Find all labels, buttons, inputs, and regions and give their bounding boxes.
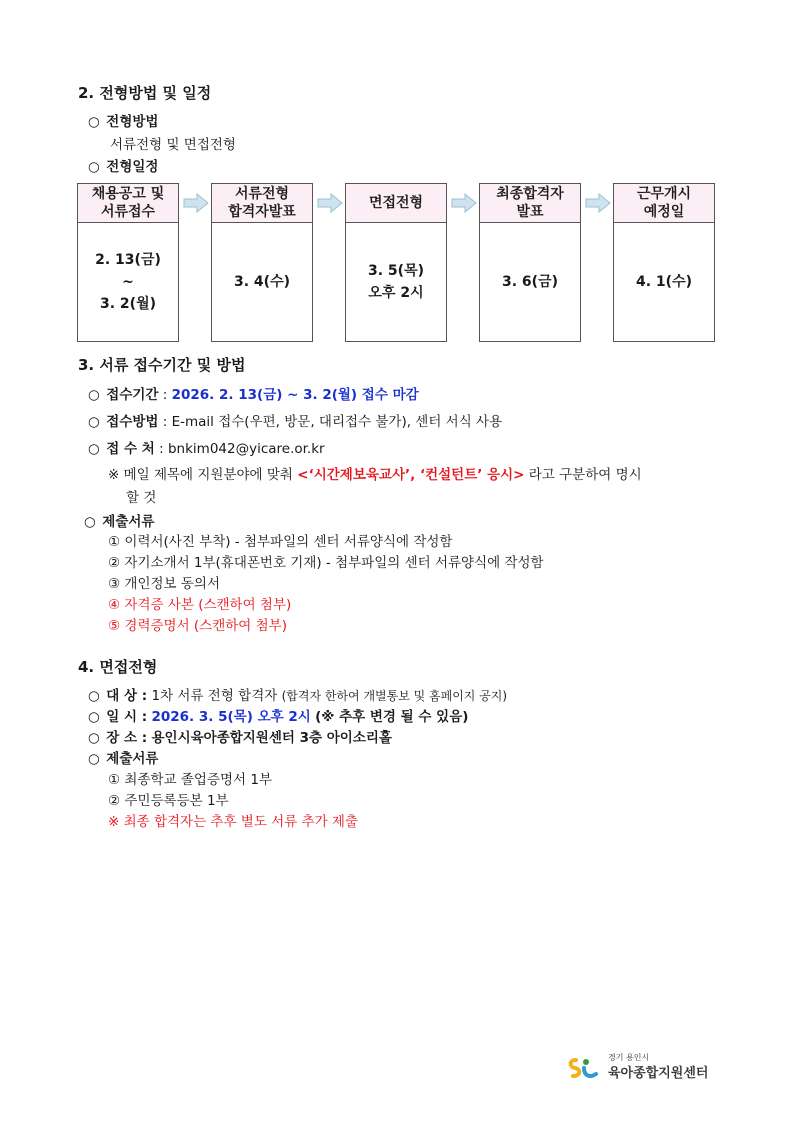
step-2-date: 3. 4(수) bbox=[211, 223, 313, 342]
note-highlight: <‘시간제보육교사’, ‘컨설턴트’ 응시> bbox=[297, 467, 525, 483]
target-label: 대 상 : bbox=[106, 688, 148, 704]
email-value[interactable]: bnkim042@yicare.or.kr bbox=[167, 441, 325, 457]
arrow-right-icon bbox=[317, 193, 343, 213]
section-2-title: 2. 전형방법 및 일정 bbox=[78, 84, 212, 102]
step-4-date: 3. 6(금) bbox=[479, 223, 581, 342]
schedule-row bbox=[88, 155, 158, 175]
step-1-header: 채용공고 및 서류접수 bbox=[77, 183, 179, 223]
method-label: 전형방법 bbox=[106, 114, 159, 130]
step-3-header: 면접전형 bbox=[345, 183, 447, 223]
place-value: 용인시육아종합지원센터 3층 아이소리홀 bbox=[151, 730, 392, 746]
method-row bbox=[88, 110, 158, 130]
step-4-header: 최종합격자 발표 bbox=[479, 183, 581, 223]
date-label: 일 시 : bbox=[106, 709, 148, 725]
submit-method-row: ○ 접수방법 : E-mail 접수(우편, 방문, 대리접수 불가), 센터 서식 사용 bbox=[88, 414, 503, 430]
section-3-title: 3. 서류 접수기간 및 방법 bbox=[78, 356, 246, 374]
bullet: ○ bbox=[88, 414, 100, 430]
section-4-title: 4. 면접전형 bbox=[78, 658, 158, 676]
bullet: ○ bbox=[88, 688, 100, 704]
bullet: ○ bbox=[88, 387, 100, 403]
submit-method-value: E-mail 접수(우편, 방문, 대리접수 불가), 센터 서식 사용 bbox=[171, 414, 503, 430]
logo-line1: 경기 용인시 bbox=[608, 1053, 650, 1062]
step-2-header: 서류전형 합격자발표 bbox=[211, 183, 313, 223]
bullet: ○ bbox=[84, 514, 96, 530]
docs-row bbox=[84, 510, 154, 530]
target-row bbox=[88, 684, 507, 704]
bullet: ○ bbox=[88, 441, 100, 457]
doc-item: ① 이력서(사진 부착) - 첨부파일의 센터 서류양식에 작성함 bbox=[108, 534, 453, 550]
doc-item: ④ 자격증 사본 (스캔하여 첨부) bbox=[108, 597, 292, 613]
final-note: ※ 최종 합격자는 추후 별도 서류 추가 제출 bbox=[108, 814, 359, 830]
arrow-right-icon bbox=[451, 193, 477, 213]
period-label: 접수기간 bbox=[106, 387, 159, 403]
bullet: ○ bbox=[88, 159, 100, 175]
target-note: (합격자 한하여 개별통보 및 홈페이지 공지) bbox=[281, 689, 508, 703]
schedule-label: 전형일정 bbox=[106, 159, 159, 175]
mail-subject-note-line2: 할 것 bbox=[126, 490, 157, 506]
bullet: ○ bbox=[88, 730, 100, 746]
bullet: ○ bbox=[88, 751, 100, 767]
period-row: ○ 접수기간 : 2026. 2. 13(금) ~ 3. 2(월) 접수 마감 bbox=[88, 387, 419, 403]
date-value: 2026. 3. 5(목) 오후 2시 bbox=[151, 709, 311, 725]
place-row bbox=[88, 726, 392, 746]
arrow-right-icon bbox=[585, 193, 611, 213]
doc-item: ⑤ 경력증명서 (스캔하여 첨부) bbox=[108, 618, 287, 634]
period-value: 2026. 2. 13(금) ~ 3. 2(월) 접수 마감 bbox=[171, 387, 419, 403]
mail-subject-note: ※ 메일 제목에 지원분야에 맞춰 <‘시간제보육교사’, ‘컨설턴트’ 응시> 라고 구분하여 명시 bbox=[108, 467, 642, 483]
logo-line2: 육아종합지원센터 bbox=[608, 1066, 709, 1081]
bullet: ○ bbox=[88, 114, 100, 130]
step-5-date: 4. 1(수) bbox=[613, 223, 715, 342]
logo-mark-icon bbox=[566, 1054, 606, 1082]
bullet: ○ bbox=[88, 709, 100, 725]
interview-docs-row bbox=[88, 747, 158, 767]
date-note: (※ 추후 변경 될 수 있음) bbox=[315, 709, 469, 725]
place-label: 장 소 : bbox=[106, 730, 148, 746]
step-5-header: 근무개시 예정일 bbox=[613, 183, 715, 223]
email-row: ○ 접 수 처 : bnkim042@yicare.or.kr bbox=[88, 441, 325, 457]
step-1-date: 2. 13(금) ~ 3. 2(월) bbox=[77, 223, 179, 342]
interview-doc-item: ① 최종학교 졸업증명서 1부 bbox=[108, 772, 272, 788]
email-label: 접 수 처 bbox=[106, 441, 155, 457]
arrow-right-icon bbox=[183, 193, 209, 213]
step-3-date: 3. 5(목) 오후 2시 bbox=[345, 223, 447, 342]
doc-item: ③ 개인정보 동의서 bbox=[108, 576, 220, 592]
docs-label: 제출서류 bbox=[102, 514, 155, 530]
date-row bbox=[88, 705, 468, 725]
target-value: 1차 서류 전형 합격자 bbox=[151, 688, 278, 704]
interview-docs-label: 제출서류 bbox=[106, 751, 159, 767]
interview-doc-item: ② 주민등록등본 1부 bbox=[108, 793, 229, 809]
submit-method-label: 접수방법 bbox=[106, 414, 159, 430]
method-value: 서류전형 및 면접전형 bbox=[110, 137, 236, 153]
doc-item: ② 자기소개서 1부(휴대폰번호 기재) - 첨부파일의 센터 서류양식에 작성함 bbox=[108, 555, 544, 571]
